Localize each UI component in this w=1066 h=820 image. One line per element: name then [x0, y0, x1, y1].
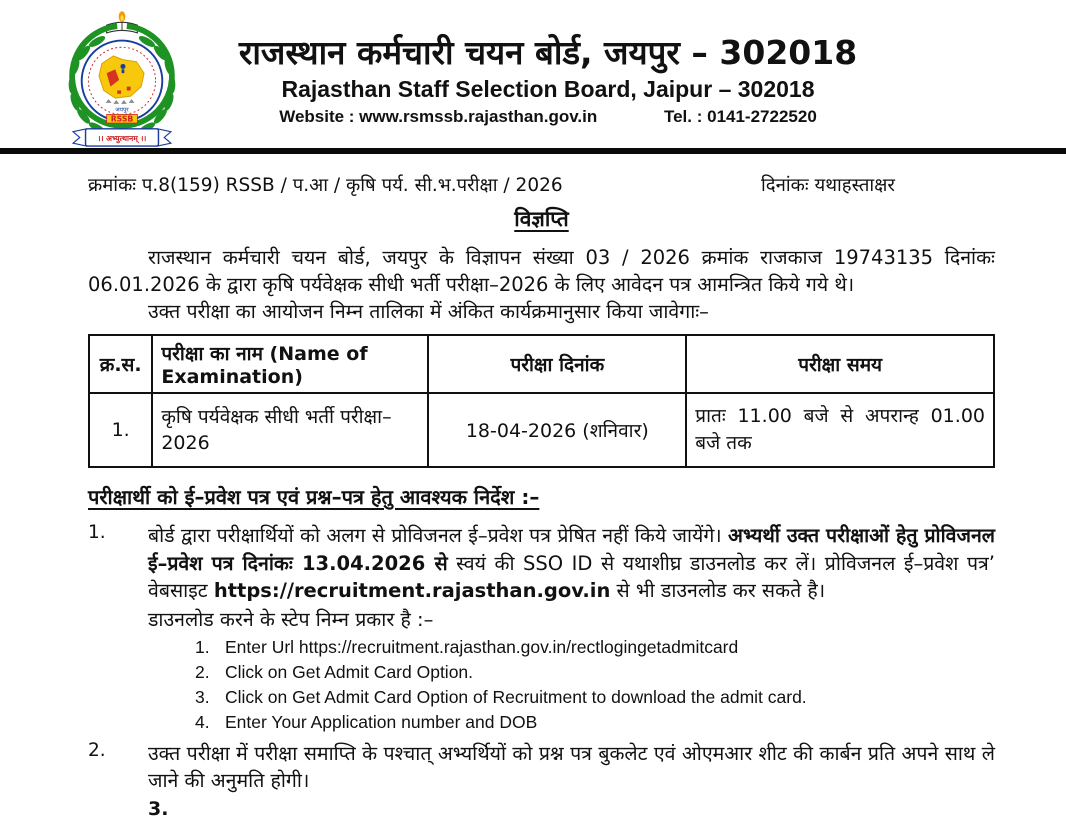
document-header	[0, 0, 1066, 150]
item-1-number: 1.	[88, 522, 106, 543]
cell-exam-name: कृषि पर्यवेक्षक सीधी भर्ती परीक्षा–2026	[152, 393, 428, 467]
notice-heading: विज्ञप्ति	[514, 207, 569, 231]
item-1-seg-1: बोर्ड द्वारा परीक्षार्थियों को अलग से प्रोविजनल ई–प्रवेश पत्र प्रेषित नहीं किये जायेंगे।	[148, 524, 729, 547]
step-1-number: 1.	[195, 636, 210, 657]
list-item	[195, 685, 995, 710]
item-2-text: उक्त परीक्षा में परीक्षा समाप्ति के पश्चात् अभ्यर्थियों को प्रश्न पत्र बुकलेट एवं ओएमआर शीट की कार्बन प्रति अपने साथ ले जाने की अनुमति होगी।	[148, 741, 995, 792]
svg-text:।। अभ्युत्थानम् ।।: ।। अभ्युत्थानम् ।।	[97, 133, 147, 143]
instruction-item-2	[88, 740, 995, 795]
step-3-number: 3.	[195, 686, 210, 707]
header-titles	[0, 0, 1066, 127]
item-1-seg-2: स्वयं की SSO ID से यथाशीघ्र डाउनलोड कर लें। प्रोविजनल ई–प्रवेश पत्र’ वेबसाइट	[148, 551, 995, 602]
download-steps-list	[148, 635, 995, 735]
table-header-row	[89, 335, 994, 393]
list-item	[195, 710, 995, 735]
step-2-number: 2.	[195, 661, 210, 682]
date-text: दिनांकः यथाहस्ताक्षर	[760, 175, 895, 196]
step-3-text: Click on Get Admit Card Option of Recruitment to download the admit card.	[225, 686, 807, 707]
header-serial-no: क्र.स.	[89, 335, 152, 393]
item-3-number: 3.	[148, 797, 169, 820]
notice-body	[0, 160, 1066, 820]
contact-row	[30, 107, 1066, 127]
step-4-number: 4.	[195, 711, 210, 732]
board-title-hindi: राजस्थान कर्मचारी चयन बोर्ड, जयपुर – 302018	[238, 33, 858, 72]
telephone-text: Tel. : 0141-2722520	[663, 106, 817, 126]
header-exam-name: परीक्षा का नाम (Name of Examination)	[152, 335, 428, 393]
step-2-text: Click on Get Admit Card Option.	[225, 661, 474, 682]
header-exam-date: परीक्षा दिनांक	[428, 335, 686, 393]
header-divider-rule	[0, 148, 1066, 154]
instructions-heading: परीक्षार्थी को ई–प्रवेश पत्र एवं प्रश्न–पत्र हेतु आवश्यक निर्देश :–	[88, 485, 540, 509]
notice-paragraph-1: राजस्थान कर्मचारी चयन बोर्ड, जयपुर के विज्ञापन संख्या 03 / 2026 क्रमांक राजकाज 19743135 दिनांकः 06.01.2026 के द्वारा कृषि पर्यवेक्षक सीधी भर्ती परीक्षा–2026 के लिए आवेदन पत्र आमन्त्रित किये गये थे।	[88, 246, 995, 296]
item-1-text	[148, 522, 995, 605]
exam-schedule-table	[88, 334, 995, 468]
notice-paragraph-2: उक्त परीक्षा का आयोजन निम्न तालिका में अंकित कार्यक्रमानुसार किया जावेगाः–	[148, 300, 709, 323]
header-exam-time: परीक्षा समय	[686, 335, 994, 393]
item-1-seg-3: से भी डाउनलोड कर सकते है।	[610, 579, 826, 602]
website-text: Website : www.rsmssb.rajasthan.gov.in	[279, 106, 598, 126]
item-1-bold-admitcard-date: अभ्यर्थी उक्त परीक्षाओं हेतु प्रोविजनल ई–प्रवेश पत्र दिनांकः 13.04.2026 से	[148, 524, 995, 575]
instruction-item-3-cropped	[88, 797, 995, 820]
instruction-item-1	[88, 522, 995, 735]
item-2-number: 2.	[88, 739, 106, 761]
cell-serial-no: 1.	[89, 393, 152, 467]
cell-exam-date: 18-04-2026 (शनिवार)	[428, 393, 686, 467]
svg-text:जयपुर: जयपुर	[115, 107, 129, 114]
download-steps-intro: डाउनलोड करने के स्टेप निम्न प्रकार है :–	[148, 607, 434, 631]
cell-exam-time: प्रातः 11.00 बजे से अपरान्ह 01.00 बजे तक	[686, 393, 994, 467]
svg-text:RSSB: RSSB	[110, 114, 134, 124]
reference-row	[88, 172, 995, 197]
table-row	[89, 393, 994, 467]
reference-number: क्रमांकः प.8(159) RSSB / प.आ / कृषि पर्य. सी.भ.परीक्षा / 2026	[88, 175, 563, 196]
step-4-text: Enter Your Application number and DOB	[225, 711, 538, 732]
board-title-english: Rajasthan Staff Selection Board, Jaipur – 302018	[281, 75, 815, 102]
list-item	[195, 635, 995, 660]
recruitment-portal-url: https://recruitment.rajasthan.gov.in	[213, 579, 611, 602]
list-item	[195, 660, 995, 685]
step-1-text: Enter Url https://recruitment.rajasthan.gov.in/rectlogingetadmitcard	[225, 636, 739, 657]
